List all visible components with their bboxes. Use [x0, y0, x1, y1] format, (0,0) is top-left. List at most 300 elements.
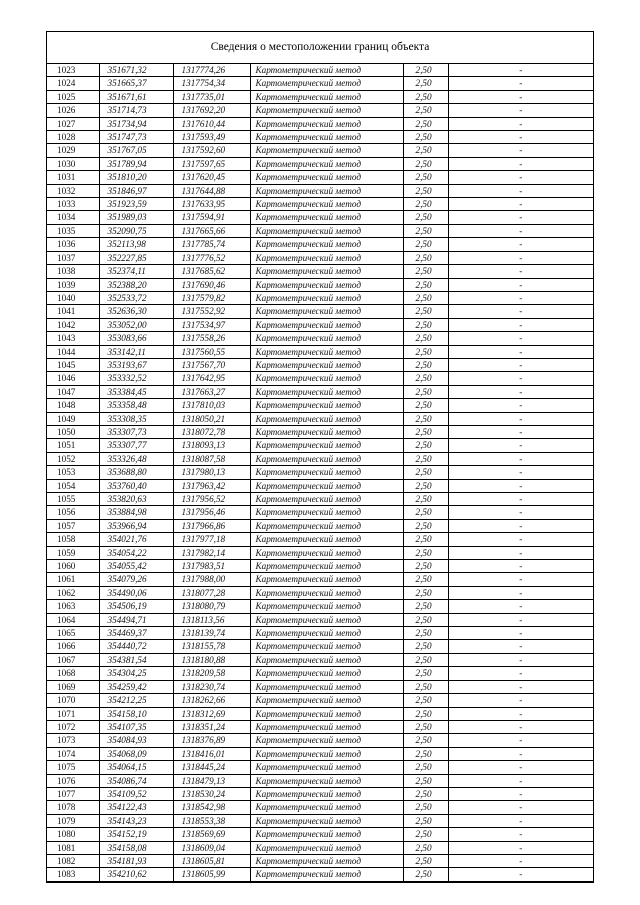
determination-method: Картометрический метод	[250, 278, 403, 291]
table-row	[47, 305, 593, 318]
precision-value: 2,50	[403, 774, 448, 787]
table-row	[47, 747, 593, 760]
precision-value: 2,50	[403, 64, 448, 77]
coordinate-x: 354469,37	[99, 627, 173, 640]
boundary-description: -	[448, 345, 593, 358]
precision-value: 2,50	[403, 157, 448, 170]
boundary-description: -	[448, 211, 593, 224]
coordinate-x: 353083,66	[99, 332, 173, 345]
table-row	[47, 318, 593, 331]
determination-method: Картометрический метод	[250, 734, 403, 747]
coordinate-x: 353384,45	[99, 385, 173, 398]
table-row	[47, 586, 593, 599]
table-row	[47, 332, 593, 345]
point-number: 1064	[47, 613, 99, 626]
table-row	[47, 560, 593, 573]
precision-value: 2,50	[403, 560, 448, 573]
precision-value: 2,50	[403, 265, 448, 278]
determination-method: Картометрический метод	[250, 774, 403, 787]
coordinate-x: 354109,52	[99, 787, 173, 800]
precision-value: 2,50	[403, 385, 448, 398]
table-row	[47, 184, 593, 197]
point-number: 1032	[47, 184, 99, 197]
determination-method: Картометрический метод	[250, 372, 403, 385]
table-row	[47, 707, 593, 720]
coordinate-y: 1317956,46	[173, 506, 250, 519]
point-number: 1040	[47, 291, 99, 304]
determination-method: Картометрический метод	[250, 251, 403, 264]
point-number: 1045	[47, 358, 99, 371]
precision-value: 2,50	[403, 184, 448, 197]
boundary-description: -	[448, 533, 593, 546]
determination-method: Картометрический метод	[250, 305, 403, 318]
point-number: 1066	[47, 640, 99, 653]
determination-method: Картометрический метод	[250, 801, 403, 814]
determination-method: Картометрический метод	[250, 211, 403, 224]
determination-method: Картометрический метод	[250, 613, 403, 626]
coordinate-y: 1317988,00	[173, 573, 250, 586]
boundary-description: -	[448, 318, 593, 331]
precision-value: 2,50	[403, 412, 448, 425]
table-row	[47, 358, 593, 371]
point-number: 1047	[47, 385, 99, 398]
precision-value: 2,50	[403, 278, 448, 291]
coordinate-y: 1318080,79	[173, 600, 250, 613]
determination-method: Картометрический метод	[250, 318, 403, 331]
determination-method: Картометрический метод	[250, 667, 403, 680]
determination-method: Картометрический метод	[250, 694, 403, 707]
point-number: 1060	[47, 560, 99, 573]
table-row	[47, 104, 593, 117]
coordinate-x: 351747,73	[99, 131, 173, 144]
table-row	[47, 734, 593, 747]
boundary-description: -	[448, 77, 593, 90]
coordinate-y: 1317592,60	[173, 144, 250, 157]
coordinate-y: 1318230,74	[173, 680, 250, 693]
table-row	[47, 265, 593, 278]
coordinate-x: 354259,42	[99, 680, 173, 693]
coordinate-x: 354122,43	[99, 801, 173, 814]
table-row	[47, 278, 593, 291]
boundary-description: -	[448, 828, 593, 841]
boundary-description: -	[448, 680, 593, 693]
precision-value: 2,50	[403, 332, 448, 345]
table-row	[47, 131, 593, 144]
coordinate-y: 1317594,91	[173, 211, 250, 224]
coordinate-y: 1318180,88	[173, 653, 250, 666]
coordinate-x: 351734,94	[99, 117, 173, 130]
boundary-description: -	[448, 653, 593, 666]
point-number: 1079	[47, 814, 99, 827]
coordinate-y: 1317735,01	[173, 90, 250, 103]
precision-value: 2,50	[403, 305, 448, 318]
coordinate-y: 1318445,24	[173, 761, 250, 774]
boundary-description: -	[448, 734, 593, 747]
coordinate-x: 354381,54	[99, 653, 173, 666]
point-number: 1055	[47, 493, 99, 506]
boundary-description: -	[448, 184, 593, 197]
boundary-description: -	[448, 452, 593, 465]
point-number: 1053	[47, 466, 99, 479]
table-row	[47, 546, 593, 559]
point-number: 1057	[47, 519, 99, 532]
boundary-description: -	[448, 573, 593, 586]
table-body	[47, 64, 593, 881]
table-row	[47, 667, 593, 680]
point-number: 1069	[47, 680, 99, 693]
precision-value: 2,50	[403, 600, 448, 613]
table-row	[47, 533, 593, 546]
boundary-description: -	[448, 814, 593, 827]
coordinate-y: 1317633,95	[173, 198, 250, 211]
coordinate-x: 354304,25	[99, 667, 173, 680]
boundary-description: -	[448, 493, 593, 506]
point-number: 1025	[47, 90, 99, 103]
precision-value: 2,50	[403, 546, 448, 559]
coordinate-y: 1317579,82	[173, 291, 250, 304]
table-row	[47, 345, 593, 358]
table-row	[47, 171, 593, 184]
coordinate-y: 1318530,24	[173, 787, 250, 800]
point-number: 1030	[47, 157, 99, 170]
table-row	[47, 399, 593, 412]
point-number: 1031	[47, 171, 99, 184]
boundary-description: -	[448, 104, 593, 117]
determination-method: Картометрический метод	[250, 171, 403, 184]
boundary-description: -	[448, 332, 593, 345]
coordinate-x: 354158,08	[99, 841, 173, 854]
precision-value: 2,50	[403, 291, 448, 304]
point-number: 1056	[47, 506, 99, 519]
coordinate-y: 1317983,51	[173, 560, 250, 573]
coordinate-x: 353308,35	[99, 412, 173, 425]
determination-method: Картометрический метод	[250, 828, 403, 841]
coordinate-y: 1317963,42	[173, 479, 250, 492]
point-number: 1073	[47, 734, 99, 747]
point-number: 1023	[47, 64, 99, 77]
table-row	[47, 774, 593, 787]
table-row	[47, 573, 593, 586]
boundary-description: -	[448, 90, 593, 103]
table-row	[47, 627, 593, 640]
point-number: 1082	[47, 854, 99, 867]
determination-method: Картометрический метод	[250, 586, 403, 599]
point-number: 1071	[47, 707, 99, 720]
coordinate-y: 1317552,92	[173, 305, 250, 318]
coordinate-y: 1318416,01	[173, 747, 250, 760]
precision-value: 2,50	[403, 506, 448, 519]
precision-value: 2,50	[403, 466, 448, 479]
coordinate-y: 1317665,66	[173, 224, 250, 237]
precision-value: 2,50	[403, 854, 448, 867]
boundary-description: -	[448, 385, 593, 398]
coordinate-y: 1318050,21	[173, 412, 250, 425]
table-row	[47, 519, 593, 532]
boundary-points-table	[47, 64, 593, 882]
coordinate-x: 352090,75	[99, 224, 173, 237]
coordinate-y: 1318609,04	[173, 841, 250, 854]
point-number: 1046	[47, 372, 99, 385]
table-row	[47, 90, 593, 103]
precision-value: 2,50	[403, 868, 448, 881]
coordinate-x: 353688,80	[99, 466, 173, 479]
precision-value: 2,50	[403, 841, 448, 854]
determination-method: Картометрический метод	[250, 720, 403, 733]
determination-method: Картометрический метод	[250, 479, 403, 492]
boundary-description: -	[448, 774, 593, 787]
boundary-description: -	[448, 868, 593, 881]
point-number: 1034	[47, 211, 99, 224]
point-number: 1048	[47, 399, 99, 412]
coordinate-x: 351665,37	[99, 77, 173, 90]
boundary-description: -	[448, 425, 593, 438]
determination-method: Картометрический метод	[250, 157, 403, 170]
point-number: 1078	[47, 801, 99, 814]
coordinate-x: 354506,19	[99, 600, 173, 613]
table-row	[47, 291, 593, 304]
table-row	[47, 868, 593, 881]
precision-value: 2,50	[403, 131, 448, 144]
coordinate-y: 1318312,69	[173, 707, 250, 720]
point-number: 1063	[47, 600, 99, 613]
precision-value: 2,50	[403, 707, 448, 720]
precision-value: 2,50	[403, 680, 448, 693]
determination-method: Картометрический метод	[250, 787, 403, 800]
coordinate-y: 1317560,55	[173, 345, 250, 358]
document-sheet	[46, 31, 594, 883]
coordinate-x: 353193,67	[99, 358, 173, 371]
determination-method: Картометрический метод	[250, 466, 403, 479]
table-row	[47, 238, 593, 251]
coordinate-y: 1317620,45	[173, 171, 250, 184]
boundary-description: -	[448, 640, 593, 653]
coordinate-y: 1317644,88	[173, 184, 250, 197]
coordinate-x: 352533,72	[99, 291, 173, 304]
point-number: 1024	[47, 77, 99, 90]
point-number: 1058	[47, 533, 99, 546]
coordinate-y: 1317692,20	[173, 104, 250, 117]
coordinate-x: 353326,48	[99, 452, 173, 465]
coordinate-y: 1318072,78	[173, 425, 250, 438]
coordinate-x: 354107,35	[99, 720, 173, 733]
determination-method: Картометрический метод	[250, 452, 403, 465]
boundary-description: -	[448, 198, 593, 211]
table-row	[47, 385, 593, 398]
boundary-description: -	[448, 600, 593, 613]
coordinate-x: 354158,10	[99, 707, 173, 720]
coordinate-y: 1317982,14	[173, 546, 250, 559]
precision-value: 2,50	[403, 358, 448, 371]
table-row	[47, 412, 593, 425]
table-row	[47, 77, 593, 90]
point-number: 1043	[47, 332, 99, 345]
coordinate-x: 354084,93	[99, 734, 173, 747]
point-number: 1077	[47, 787, 99, 800]
precision-value: 2,50	[403, 734, 448, 747]
coordinate-x: 354064,15	[99, 761, 173, 774]
boundary-description: -	[448, 265, 593, 278]
boundary-description: -	[448, 546, 593, 559]
determination-method: Картометрический метод	[250, 627, 403, 640]
table-row	[47, 680, 593, 693]
table-row	[47, 452, 593, 465]
precision-value: 2,50	[403, 144, 448, 157]
table-row	[47, 479, 593, 492]
table-row	[47, 466, 593, 479]
precision-value: 2,50	[403, 720, 448, 733]
boundary-description: -	[448, 305, 593, 318]
determination-method: Картометрический метод	[250, 573, 403, 586]
point-number: 1075	[47, 761, 99, 774]
point-number: 1050	[47, 425, 99, 438]
boundary-description: -	[448, 801, 593, 814]
coordinate-y: 1318262,66	[173, 694, 250, 707]
coordinate-y: 1317597,65	[173, 157, 250, 170]
boundary-description: -	[448, 694, 593, 707]
determination-method: Картометрический метод	[250, 90, 403, 103]
table-row	[47, 787, 593, 800]
boundary-description: -	[448, 117, 593, 130]
coordinate-x: 351714,73	[99, 104, 173, 117]
precision-value: 2,50	[403, 104, 448, 117]
point-number: 1074	[47, 747, 99, 760]
boundary-description: -	[448, 291, 593, 304]
coordinate-y: 1317785,74	[173, 238, 250, 251]
coordinate-x: 352113,98	[99, 238, 173, 251]
coordinate-x: 353307,73	[99, 425, 173, 438]
precision-value: 2,50	[403, 519, 448, 532]
point-number: 1068	[47, 667, 99, 680]
coordinate-x: 354210,62	[99, 868, 173, 881]
precision-value: 2,50	[403, 493, 448, 506]
point-number: 1027	[47, 117, 99, 130]
point-number: 1051	[47, 439, 99, 452]
point-number: 1036	[47, 238, 99, 251]
boundary-description: -	[448, 667, 593, 680]
coordinate-y: 1317685,62	[173, 265, 250, 278]
boundary-description: -	[448, 439, 593, 452]
boundary-description: -	[448, 144, 593, 157]
table-row	[47, 854, 593, 867]
table-row	[47, 493, 593, 506]
coordinate-x: 353884,98	[99, 506, 173, 519]
boundary-description: -	[448, 372, 593, 385]
precision-value: 2,50	[403, 694, 448, 707]
determination-method: Картометрический метод	[250, 519, 403, 532]
coordinate-y: 1318209,58	[173, 667, 250, 680]
coordinate-x: 354055,42	[99, 560, 173, 573]
determination-method: Картометрический метод	[250, 640, 403, 653]
point-number: 1042	[47, 318, 99, 331]
coordinate-x: 351989,03	[99, 211, 173, 224]
coordinate-y: 1318479,13	[173, 774, 250, 787]
table-row	[47, 761, 593, 774]
coordinate-x: 351810,20	[99, 171, 173, 184]
point-number: 1059	[47, 546, 99, 559]
determination-method: Картометрический метод	[250, 600, 403, 613]
coordinate-y: 1318077,28	[173, 586, 250, 599]
precision-value: 2,50	[403, 533, 448, 546]
table-row	[47, 600, 593, 613]
table-row	[47, 224, 593, 237]
point-number: 1062	[47, 586, 99, 599]
coordinate-x: 354440,72	[99, 640, 173, 653]
determination-method: Картометрический метод	[250, 533, 403, 546]
coordinate-x: 354054,22	[99, 546, 173, 559]
determination-method: Картометрический метод	[250, 707, 403, 720]
boundary-description: -	[448, 358, 593, 371]
coordinate-x: 354021,76	[99, 533, 173, 546]
boundary-description: -	[448, 761, 593, 774]
determination-method: Картометрический метод	[250, 144, 403, 157]
point-number: 1052	[47, 452, 99, 465]
boundary-description: -	[448, 586, 593, 599]
coordinate-y: 1317567,70	[173, 358, 250, 371]
determination-method: Картометрический метод	[250, 77, 403, 90]
determination-method: Картометрический метод	[250, 399, 403, 412]
coordinate-y: 1317558,26	[173, 332, 250, 345]
coordinate-y: 1317534,97	[173, 318, 250, 331]
boundary-description: -	[448, 466, 593, 479]
determination-method: Картометрический метод	[250, 385, 403, 398]
boundary-description: -	[448, 224, 593, 237]
determination-method: Картометрический метод	[250, 238, 403, 251]
table-row	[47, 653, 593, 666]
boundary-description: -	[448, 399, 593, 412]
determination-method: Картометрический метод	[250, 104, 403, 117]
determination-method: Картометрический метод	[250, 425, 403, 438]
boundary-description: -	[448, 412, 593, 425]
coordinate-x: 354490,06	[99, 586, 173, 599]
precision-value: 2,50	[403, 828, 448, 841]
boundary-description: -	[448, 560, 593, 573]
determination-method: Картометрический метод	[250, 291, 403, 304]
precision-value: 2,50	[403, 238, 448, 251]
table-row	[47, 720, 593, 733]
point-number: 1072	[47, 720, 99, 733]
coordinate-y: 1318155,78	[173, 640, 250, 653]
determination-method: Картометрический метод	[250, 868, 403, 881]
point-number: 1067	[47, 653, 99, 666]
boundary-description: -	[448, 841, 593, 854]
coordinate-y: 1318376,89	[173, 734, 250, 747]
determination-method: Картометрический метод	[250, 117, 403, 130]
precision-value: 2,50	[403, 452, 448, 465]
coordinate-y: 1317663,27	[173, 385, 250, 398]
point-number: 1035	[47, 224, 99, 237]
precision-value: 2,50	[403, 653, 448, 666]
coordinate-y: 1318605,99	[173, 868, 250, 881]
coordinate-y: 1318605,81	[173, 854, 250, 867]
precision-value: 2,50	[403, 171, 448, 184]
determination-method: Картометрический метод	[250, 131, 403, 144]
determination-method: Картометрический метод	[250, 64, 403, 77]
determination-method: Картометрический метод	[250, 761, 403, 774]
boundary-description: -	[448, 506, 593, 519]
precision-value: 2,50	[403, 787, 448, 800]
determination-method: Картометрический метод	[250, 332, 403, 345]
table-row	[47, 117, 593, 130]
boundary-description: -	[448, 479, 593, 492]
precision-value: 2,50	[403, 251, 448, 264]
determination-method: Картометрический метод	[250, 439, 403, 452]
precision-value: 2,50	[403, 586, 448, 599]
table-row	[47, 372, 593, 385]
point-number: 1038	[47, 265, 99, 278]
coordinate-x: 354086,74	[99, 774, 173, 787]
precision-value: 2,50	[403, 345, 448, 358]
coordinate-y: 1318553,38	[173, 814, 250, 827]
